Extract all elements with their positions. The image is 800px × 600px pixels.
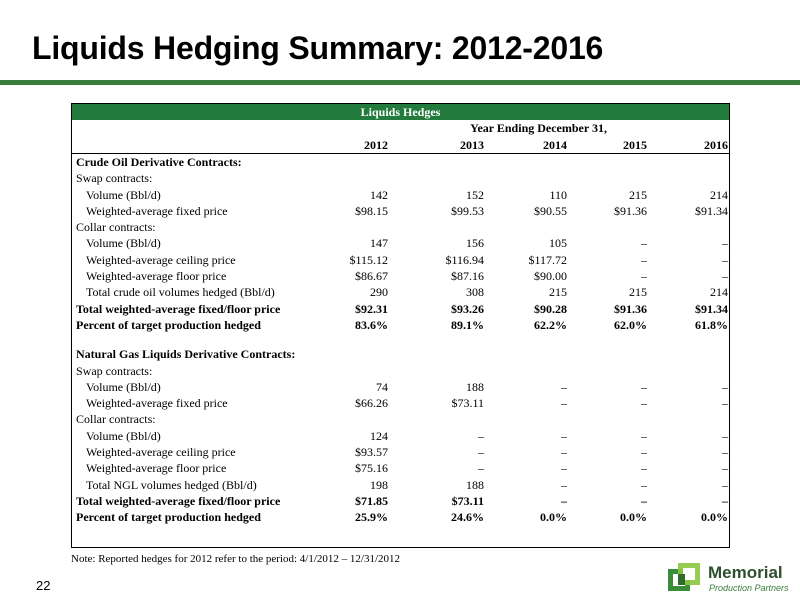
row-label: Weighted-average fixed price <box>86 396 228 411</box>
table-cell: $91.34 <box>695 301 728 316</box>
table-cell: 290 <box>370 285 388 300</box>
table-cell: $117.72 <box>528 252 567 267</box>
table-cell: – <box>722 379 728 394</box>
page-title: Liquids Hedging Summary: 2012-2016 <box>32 30 604 66</box>
table-row <box>72 301 729 317</box>
table-cell: $116.94 <box>445 252 484 267</box>
table-cell: 24.6% <box>451 510 484 525</box>
table-cell: – <box>561 477 567 492</box>
table-cell: 105 <box>549 236 567 251</box>
table-cell: $66.26 <box>355 396 388 411</box>
table-cell: – <box>722 493 728 508</box>
table-cell: $91.34 <box>695 203 728 218</box>
table-body <box>72 154 729 526</box>
table-cell: 62.0% <box>614 317 647 332</box>
table-cell: – <box>478 445 484 460</box>
table-row <box>72 203 729 219</box>
table-cell: 215 <box>629 187 647 202</box>
row-label: Volume (Bbl/d) <box>86 428 161 443</box>
table-cell: $93.57 <box>355 445 388 460</box>
table-cell: 62.2% <box>534 317 567 332</box>
row-label: Weighted-average fixed price <box>86 203 228 218</box>
table-cell: – <box>478 428 484 443</box>
table-cell: – <box>641 396 647 411</box>
row-spacer <box>72 333 729 346</box>
years-header-row <box>72 137 729 154</box>
table-cell: 0.0% <box>540 510 567 525</box>
company-logo <box>668 561 794 597</box>
table-cell: – <box>641 445 647 460</box>
table-cell: $91.36 <box>614 203 647 218</box>
year-header: 2014 <box>543 138 567 152</box>
table-row <box>72 346 729 362</box>
table-row <box>72 477 729 493</box>
row-label: Collar contracts: <box>76 220 156 235</box>
table-cell: $90.28 <box>534 301 567 316</box>
table-row <box>72 395 729 411</box>
table-cell: $91.36 <box>614 301 647 316</box>
page-number: 22 <box>36 578 51 593</box>
table-cell: – <box>722 428 728 443</box>
table-cell: 156 <box>466 236 484 251</box>
table-cell: – <box>722 236 728 251</box>
table-cell: – <box>722 445 728 460</box>
table-cell: – <box>561 445 567 460</box>
table-row <box>72 460 729 476</box>
year-header: 2013 <box>460 138 484 152</box>
row-label: Weighted-average floor price <box>86 461 227 476</box>
row-label: Collar contracts: <box>76 412 156 427</box>
row-label: Percent of target production hedged <box>76 317 261 332</box>
logo-name: Memorial <box>708 563 783 582</box>
table-cell: $115.12 <box>349 252 388 267</box>
table-cell: – <box>641 493 647 508</box>
memorial-logo-icon <box>668 561 704 597</box>
table-cell: 61.8% <box>695 317 728 332</box>
table-cell: – <box>561 461 567 476</box>
table-cell: 188 <box>466 477 484 492</box>
table-cell: – <box>722 396 728 411</box>
table-cell: – <box>561 379 567 394</box>
table-row <box>72 219 729 235</box>
table-cell: – <box>641 428 647 443</box>
table-cell: 198 <box>370 477 388 492</box>
table-cell: $87.16 <box>451 269 484 284</box>
row-label: Swap contracts: <box>76 171 153 186</box>
table-cell: $73.11 <box>451 396 484 411</box>
table-cell: – <box>722 252 728 267</box>
table-cell: 0.0% <box>701 510 728 525</box>
table-cell: $73.11 <box>451 493 484 508</box>
footnote: Note: Reported hedges for 2012 refer to the period: 4/1/2012 – 12/31/2012 <box>71 553 401 565</box>
hedges-table <box>71 103 730 548</box>
table-row <box>72 170 729 186</box>
row-label: Crude Oil Derivative Contracts: <box>76 155 242 169</box>
row-label: Volume (Bbl/d) <box>86 187 161 202</box>
table-cell: 142 <box>370 187 388 202</box>
row-label: Weighted-average floor price <box>86 269 227 284</box>
table-cell: – <box>561 428 567 443</box>
table-cell: $90.55 <box>534 203 567 218</box>
table-cell: – <box>641 269 647 284</box>
table-row <box>72 268 729 284</box>
logo-subtitle: Production Partners <box>709 583 789 593</box>
table-row <box>72 187 729 203</box>
row-label: Total weighted-average fixed/floor price <box>76 301 281 316</box>
table-row <box>72 444 729 460</box>
table-cell: $86.67 <box>355 269 388 284</box>
year-header: 2012 <box>364 138 388 152</box>
table-cell: – <box>641 379 647 394</box>
table-row <box>72 411 729 427</box>
table-cell: 215 <box>629 285 647 300</box>
table-cell: $98.15 <box>355 203 388 218</box>
table-cell: $92.31 <box>355 301 388 316</box>
row-label: Swap contracts: <box>76 363 153 378</box>
table-cell: – <box>722 461 728 476</box>
table-cell: 74 <box>376 379 388 394</box>
row-label: Volume (Bbl/d) <box>86 236 161 251</box>
table-cell: $75.16 <box>355 461 388 476</box>
table-cell: 308 <box>466 285 484 300</box>
table-cell: 215 <box>549 285 567 300</box>
table-cell: $99.53 <box>451 203 484 218</box>
row-label: Volume (Bbl/d) <box>86 379 161 394</box>
table-cell: – <box>478 461 484 476</box>
year-header: 2015 <box>623 138 647 152</box>
table-cell: – <box>641 236 647 251</box>
table-cell: 214 <box>710 285 728 300</box>
table-row <box>72 252 729 268</box>
row-label: Weighted-average ceiling price <box>86 445 236 460</box>
row-label: Total crude oil volumes hedged (Bbl/d) <box>86 285 275 300</box>
table-cell: – <box>561 493 567 508</box>
table-cell: 0.0% <box>620 510 647 525</box>
table-cell: – <box>722 477 728 492</box>
table-cell: $71.85 <box>355 493 388 508</box>
table-row <box>72 493 729 509</box>
table-cell: – <box>641 461 647 476</box>
table-cell: 147 <box>370 236 388 251</box>
table-cell: 89.1% <box>451 317 484 332</box>
table-row <box>72 379 729 395</box>
table-cell: – <box>722 269 728 284</box>
table-cell: $90.00 <box>534 269 567 284</box>
table-cell: 188 <box>466 379 484 394</box>
table-cell: 83.6% <box>355 317 388 332</box>
table-header: Liquids Hedges <box>72 104 729 120</box>
row-label: Weighted-average ceiling price <box>86 252 236 267</box>
table-row <box>72 363 729 379</box>
row-label: Natural Gas Liquids Derivative Contracts: <box>76 347 296 362</box>
table-row <box>72 284 729 300</box>
table-cell: – <box>641 477 647 492</box>
table-row <box>72 509 729 525</box>
table-row <box>72 154 729 170</box>
table-cell: $93.26 <box>451 301 484 316</box>
year-header: 2016 <box>704 138 728 152</box>
table-row <box>72 317 729 333</box>
period-label: Year Ending December 31, <box>470 121 607 135</box>
table-cell: 25.9% <box>355 510 388 525</box>
row-label: Percent of target production hedged <box>76 510 261 525</box>
table-row <box>72 428 729 444</box>
table-cell: – <box>641 252 647 267</box>
table-cell: 124 <box>370 428 388 443</box>
table-cell: 110 <box>549 187 567 202</box>
row-label: Total weighted-average fixed/floor price <box>76 493 281 508</box>
table-cell: 214 <box>710 187 728 202</box>
table-cell: – <box>561 396 567 411</box>
title-divider <box>0 80 800 85</box>
row-label: Total NGL volumes hedged (Bbl/d) <box>86 477 257 492</box>
table-row <box>72 235 729 251</box>
table-cell: 152 <box>466 187 484 202</box>
